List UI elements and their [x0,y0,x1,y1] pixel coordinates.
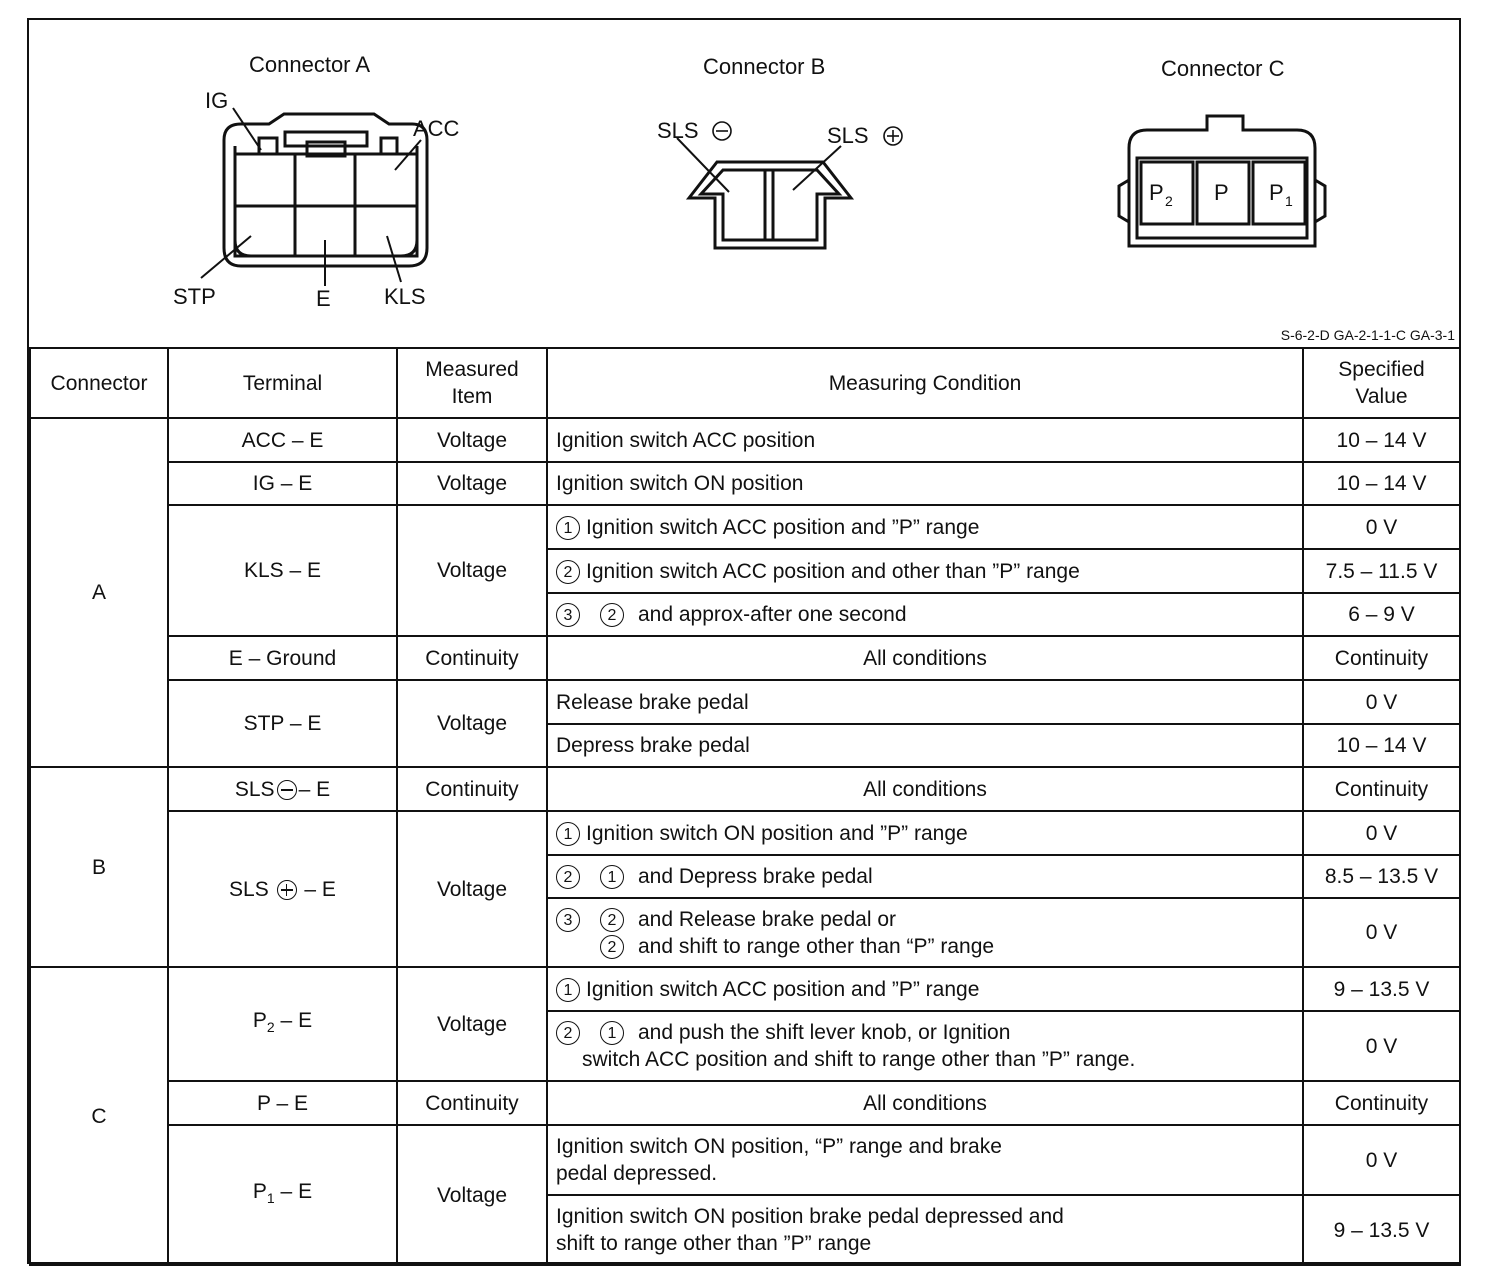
value-cell: 9 – 13.5 V [1303,967,1460,1011]
header-measuring-condition: Measuring Condition [547,348,1303,418]
condition-cell: Ignition switch ON position brake pedal depressed and shift to range other than ”P” range [547,1195,1303,1265]
table-row [30,680,1460,724]
terminal-cell: P – E [168,1081,397,1125]
step-marker: 2 [556,1021,580,1045]
condition-cell: Depress brake pedal [547,724,1303,767]
step-marker: 1 [556,978,580,1002]
value-cell: 9 – 13.5 V [1303,1195,1460,1265]
connector-c-p-label: P [1214,180,1229,205]
item-cell: Voltage [397,505,547,636]
step-reference-marker: 1 [600,865,624,889]
value-cell: 0 V [1303,680,1460,724]
connector-a-title: Connector A [249,52,371,77]
condition-cell: 1 Ignition switch ACC position and ”P” range [547,505,1303,549]
step-marker: 1 [556,822,580,846]
terminal-cell: E – Ground [168,636,397,680]
terminal-cell: IG – E [168,462,397,505]
condition-cell: All conditions [547,636,1303,680]
connector-diagrams [29,20,1459,347]
table-row [30,636,1460,680]
step-marker: 2 [556,560,580,584]
connector-a-e-label: E [316,286,331,311]
connector-c-p1-label: P [1269,180,1284,205]
item-cell: Voltage [397,680,547,767]
value-cell: 10 – 14 V [1303,418,1460,462]
step-marker: 2 [556,865,580,889]
step-reference-marker: 2 [600,935,624,959]
step-reference-marker: 1 [600,1021,624,1045]
condition-cell: All conditions [547,1081,1303,1125]
condition-cell: 1 Ignition switch ACC position and ”P” range [547,967,1303,1011]
value-cell: 10 – 14 V [1303,462,1460,505]
header-measured-item: Measured Item [397,348,547,418]
condition-cell: Release brake pedal [547,680,1303,724]
value-cell: 7.5 – 11.5 V [1303,549,1460,593]
condition-cell: Ignition switch ON position [547,462,1303,505]
header-connector: Connector [30,348,168,418]
value-cell: 0 V [1303,898,1460,967]
header-specified-value: Specified Value [1303,348,1460,418]
step-marker: 1 [556,516,580,540]
value-cell: 6 – 9 V [1303,593,1460,636]
table-row [30,1081,1460,1125]
condition-cell: Ignition switch ON position, “P” range and brake pedal depressed. [547,1125,1303,1195]
item-cell: Continuity [397,767,547,811]
connector-cell-b: B [30,767,168,967]
diagram-frame [27,18,1461,1264]
step-marker: 3 [556,603,580,627]
value-cell: 0 V [1303,505,1460,549]
connector-b-title: Connector B [703,54,826,79]
connector-c-title: Connector C [1161,56,1285,81]
value-cell: Continuity [1303,636,1460,680]
item-cell: Voltage [397,811,547,967]
step-reference-marker: 2 [600,603,624,627]
item-cell: Voltage [397,418,547,462]
header-terminal: Terminal [168,348,397,418]
step-marker: 3 [556,908,580,932]
table-row [30,505,1460,549]
terminal-cell: STP – E [168,680,397,767]
condition-cell: 2 1 and Depress brake pedal [547,855,1303,898]
connector-c-p1-subscript: 1 [1285,193,1293,209]
condition-cell: 1 Ignition switch ON position and ”P” range [547,811,1303,855]
value-cell: 10 – 14 V [1303,724,1460,767]
item-cell: Continuity [397,1081,547,1125]
reference-code: S-6-2-D GA-2-1-1-C GA-3-1 [1280,327,1455,343]
plus-sign-icon [277,880,297,900]
connector-cell-a: A [30,418,168,767]
condition-cell: Ignition switch ACC position [547,418,1303,462]
value-cell: Continuity [1303,767,1460,811]
value-cell: 0 V [1303,1011,1460,1081]
connector-a-acc-label: ACC [413,116,460,141]
value-cell: 8.5 – 13.5 V [1303,855,1460,898]
connector-c-p2-label: P [1149,180,1164,205]
terminal-cell: SLS – E [168,767,397,811]
value-cell: 0 V [1303,811,1460,855]
item-cell: Voltage [397,967,547,1081]
connector-a-kls-label: KLS [384,284,426,309]
connector-b-sls-plus-label: SLS [827,123,869,148]
value-cell: 0 V [1303,1125,1460,1195]
connector-a-ig-label: IG [205,88,229,113]
item-cell: Continuity [397,636,547,680]
step-reference-marker: 2 [600,908,624,932]
table-row [30,967,1460,1011]
item-cell: Voltage [397,462,547,505]
terminal-cell: KLS – E [168,505,397,636]
table-row [30,767,1460,811]
condition-cell: 2 Ignition switch ACC position and other than ”P” range [547,549,1303,593]
table-row [30,1125,1460,1195]
condition-cell: 2 1 and push the shift lever knob, or Ignition switch ACC position and shift to range other than ”P” range. [547,1011,1303,1081]
value-cell: Continuity [1303,1081,1460,1125]
condition-cell: All conditions [547,767,1303,811]
table-row [30,811,1460,855]
connector-illustration [29,20,1459,347]
terminal-cell: ACC – E [168,418,397,462]
table-row [30,418,1460,462]
connector-b-sls-minus-label: SLS [657,118,699,143]
inspection-table [29,347,1461,1266]
condition-cell: 3 2 and Release brake pedal or 2 and shift to range other than “P” range [547,898,1303,967]
connector-cell-c: C [30,967,168,1265]
minus-sign-icon [277,780,297,800]
terminal-cell: SLS – E [168,811,397,967]
table-row [30,462,1460,505]
table-header-row [30,348,1460,418]
item-cell: Voltage [397,1125,547,1265]
connector-c-p2-subscript: 2 [1165,193,1173,209]
connector-a-stp-label: STP [173,284,216,309]
terminal-cell: $P_1$ – E [168,1125,397,1265]
terminal-cell: $P_2$ – E [168,967,397,1081]
condition-cell: 3 2 and approx-after one second [547,593,1303,636]
connector-a-drawing [201,108,427,286]
